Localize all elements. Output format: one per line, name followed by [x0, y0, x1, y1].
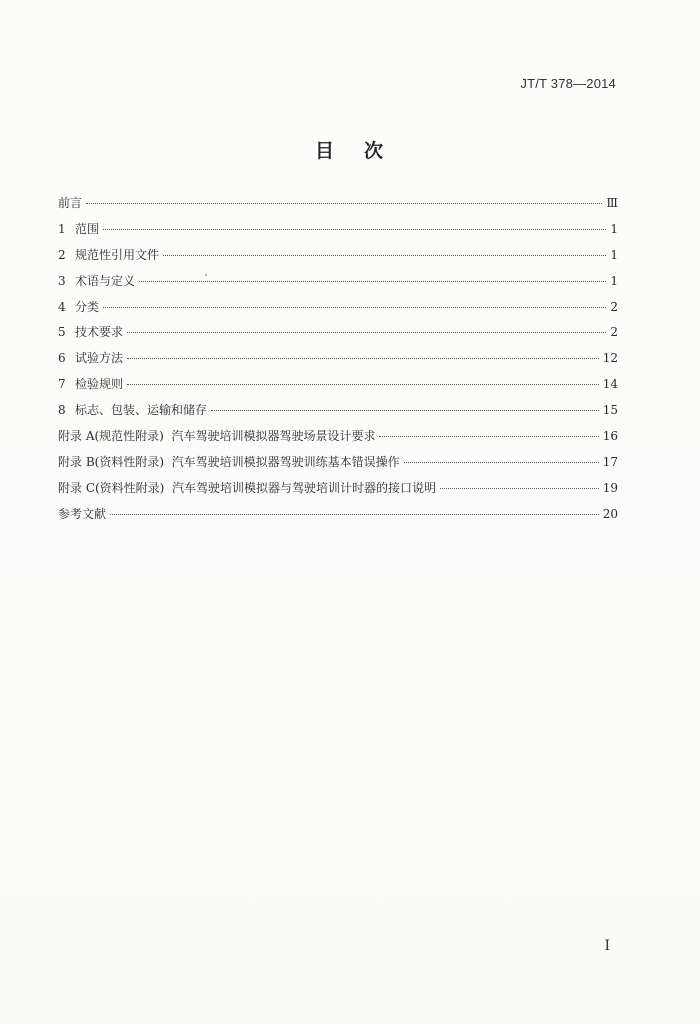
scan-speck	[205, 274, 207, 276]
toc-entry-label: 附录 C(资料性附录) 汽车驾驶培训模拟器与驾驶培训计时器的接口说明	[58, 480, 436, 495]
toc-entry-page: 2	[610, 325, 618, 340]
toc-entry-bibliography[interactable]	[58, 505, 618, 531]
toc-entry-number: 4	[58, 299, 66, 314]
toc-entry-appendix-b[interactable]	[58, 453, 618, 479]
toc-entry-number: 5	[58, 325, 66, 340]
toc-entry-test-methods[interactable]	[58, 349, 618, 375]
toc-entry-page: 16	[602, 429, 618, 444]
page-number: I	[604, 938, 610, 954]
toc-entry-classification[interactable]	[58, 298, 618, 324]
toc-entry-page: 17	[602, 454, 618, 469]
toc-entry-page: 1	[610, 273, 618, 288]
toc-entry-number: 6	[58, 351, 66, 366]
toc-dot-leader	[440, 488, 599, 489]
toc-dot-leader	[404, 462, 599, 463]
toc-title-part-2: 次	[364, 140, 386, 162]
toc-entry-technical-requirements[interactable]	[58, 323, 618, 349]
toc-dot-leader	[163, 255, 606, 256]
toc-entry-page: Ⅲ	[606, 196, 618, 210]
toc-entry-label: 附录 A(规范性附录) 汽车驾驶培训模拟器驾驶场景设计要求	[58, 429, 376, 444]
toc-entry-scope[interactable]	[58, 220, 618, 246]
toc-entry-appendix-c[interactable]	[58, 479, 618, 505]
document-code: JT/T 378—2014	[520, 76, 616, 91]
toc-entry-label: 技术要求	[75, 325, 124, 340]
toc-entry-number: 7	[58, 377, 66, 392]
toc-entry-number: 2	[58, 247, 66, 262]
toc-entry-label: 参考文献	[58, 506, 107, 521]
toc-entry-page: 12	[602, 351, 618, 366]
toc-dot-leader	[86, 203, 602, 204]
toc-entry-label: 检验规则	[75, 377, 124, 392]
toc-entry-normative-references[interactable]	[58, 246, 618, 272]
toc-dot-leader	[103, 229, 606, 230]
toc-entry-page: 14	[602, 377, 618, 392]
toc-entry-page: 19	[602, 480, 618, 495]
toc-entry-label: 分类	[75, 299, 100, 314]
toc-dot-leader	[211, 410, 599, 411]
toc-entry-page: 15	[602, 403, 618, 418]
toc-entry-label: 术语与定义	[75, 273, 136, 288]
toc-entry-number: 8	[58, 403, 66, 418]
table-of-contents	[58, 194, 618, 531]
toc-entry-number: 3	[58, 273, 66, 288]
toc-dot-leader	[127, 332, 606, 333]
toc-entry-label: 前言	[58, 196, 83, 210]
toc-entry-number: 1	[58, 221, 66, 236]
toc-dot-leader	[110, 514, 599, 515]
toc-entry-inspection-rules[interactable]	[58, 375, 618, 401]
toc-entry-page: 2	[610, 299, 618, 314]
toc-entry-appendix-a[interactable]	[58, 427, 618, 453]
toc-entry-marking-packaging[interactable]	[58, 401, 618, 427]
toc-dot-leader	[103, 307, 606, 308]
toc-entry-label: 规范性引用文件	[75, 247, 160, 262]
toc-entry-label: 范围	[75, 221, 100, 236]
toc-entry-label: 试验方法	[75, 351, 124, 366]
toc-title-part-1: 目	[314, 140, 336, 162]
toc-entry-foreword[interactable]	[58, 194, 618, 220]
toc-title	[0, 136, 700, 163]
toc-entry-page: 20	[602, 506, 618, 521]
toc-dot-leader	[127, 384, 599, 385]
toc-entry-label: 附录 B(资料性附录) 汽车驾驶培训模拟器驾驶训练基本错误操作	[58, 454, 400, 469]
toc-entry-page: 1	[610, 221, 618, 236]
toc-entry-terms-definitions[interactable]	[58, 272, 618, 298]
toc-dot-leader	[127, 358, 599, 359]
toc-entry-label: 标志、包装、运输和储存	[75, 403, 208, 418]
toc-entry-page: 1	[610, 247, 618, 262]
toc-dot-leader	[379, 436, 598, 437]
toc-dot-leader	[139, 281, 606, 282]
